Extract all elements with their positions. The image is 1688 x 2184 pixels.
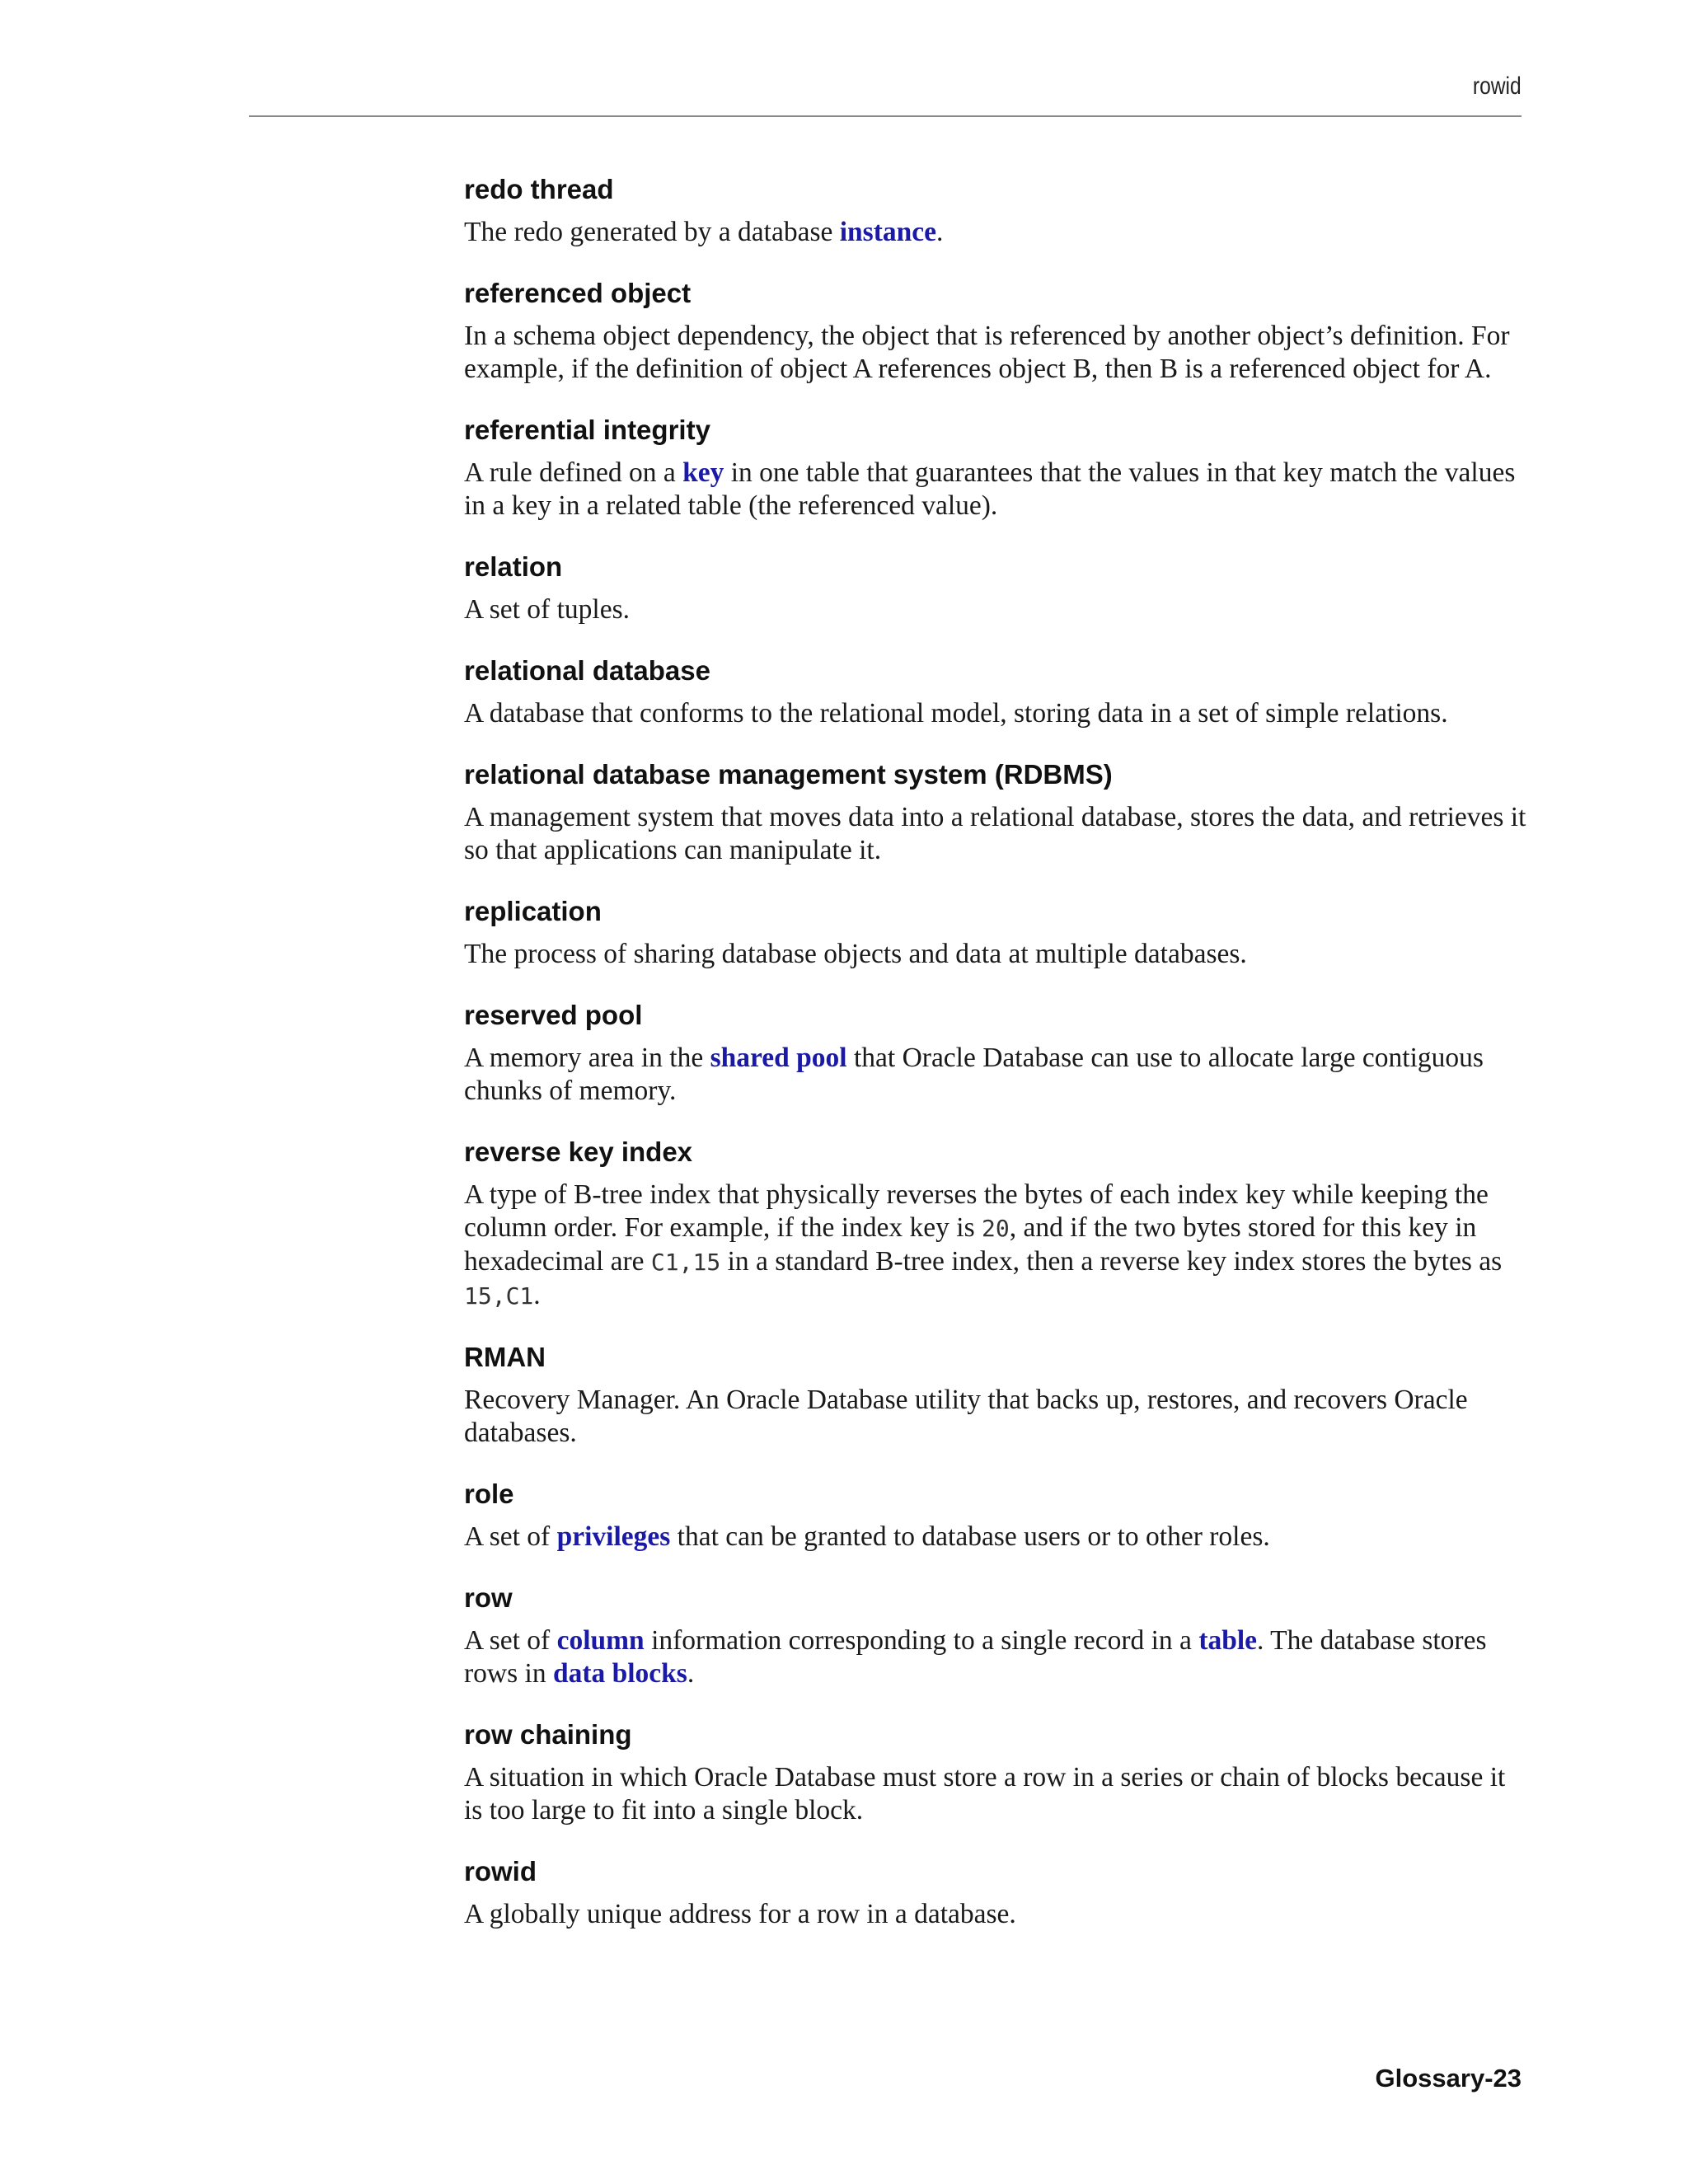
glossary-entries (464, 171, 1527, 1957)
link-data-blocks[interactable]: data blocks (552, 1658, 687, 1689)
glossary-term: referenced object (464, 278, 692, 308)
glossary-term: role (464, 1479, 514, 1509)
definition-text: A memory area in the (464, 1043, 710, 1073)
definition-text: . (533, 1280, 541, 1310)
glossary-definition (464, 1179, 1527, 1313)
glossary-term: reserved pool (464, 1000, 643, 1030)
definition-text: A set of tuples. (464, 594, 630, 625)
link-shared-pool[interactable]: shared pool (710, 1043, 847, 1073)
link-key[interactable]: key (682, 457, 724, 488)
definition-text: A rule defined on a (464, 457, 683, 488)
glossary-definition (464, 938, 1527, 971)
glossary-entry-rman (464, 1339, 1527, 1450)
glossary-definition (464, 320, 1527, 386)
glossary-term: relational database management system (RDBMS) (464, 759, 1113, 790)
definition-text: in one table that guarantees that the values in that key match the values in a key in a related table (the referenced value). (464, 457, 1516, 521)
glossary-term: rowid (464, 1856, 537, 1886)
definition-text: In a schema object dependency, the object that is referenced by another object’s definition. For example, if the definition of object A references object B, then B is a referenced object for A. (464, 321, 1510, 384)
definition-text: A type of B-tree index that physically reverses the bytes of each index key while keeping the column order. For example, if the index key is (464, 1179, 1489, 1243)
definition-text: The redo generated by a database (464, 217, 840, 247)
definition-text: A globally unique address for a row in a database. (464, 1899, 1016, 1929)
glossary-entry-row (464, 1580, 1527, 1690)
header-rule (249, 115, 1522, 117)
glossary-entry-rowid (464, 1854, 1527, 1931)
glossary-entry-reserved-pool (464, 997, 1527, 1108)
definition-text: A management system that moves data into a relational database, stores the data, and retrieves it so that applications can manipulate it. (464, 802, 1526, 865)
glossary-entry-reverse-key-index (464, 1134, 1527, 1313)
glossary-entry-referential-integrity (464, 412, 1527, 523)
definition-text: in a standard B-tree index, then a reverse key index stores the bytes as (720, 1246, 1503, 1277)
definition-text: . The database stores rows in (464, 1625, 1487, 1689)
glossary-term: redo thread (464, 174, 614, 204)
running-head: rowid (1473, 73, 1522, 100)
definition-text: A database that conforms to the relational model, storing data in a set of simple relations. (464, 698, 1448, 729)
glossary-definition (464, 697, 1527, 730)
glossary-definition (464, 457, 1527, 523)
definition-text: . (687, 1658, 695, 1689)
glossary-definition (464, 1761, 1527, 1827)
link-privileges[interactable]: privileges (556, 1521, 671, 1552)
link-column[interactable]: column (556, 1625, 645, 1656)
definition-text: , and if the two bytes stored for this key in hexadecimal are (464, 1212, 1477, 1277)
definition-text: The process of sharing database objects and data at multiple databases. (464, 939, 1247, 969)
link-instance[interactable]: instance (839, 217, 936, 247)
glossary-term: relational database (464, 655, 710, 686)
code-literal: 15,C1 (464, 1282, 534, 1310)
glossary-term: relation (464, 551, 563, 582)
glossary-definition (464, 801, 1527, 867)
glossary-definition (464, 1624, 1527, 1690)
glossary-definition (464, 1042, 1527, 1108)
glossary-term: row chaining (464, 1719, 632, 1750)
definition-text: A set of (464, 1625, 557, 1656)
glossary-term: row (464, 1582, 513, 1613)
glossary-definition (464, 1384, 1527, 1450)
definition-text: that can be granted to database users or to other roles. (670, 1521, 1270, 1552)
glossary-term: RMAN (464, 1342, 546, 1372)
definition-text: that Oracle Database can use to allocate large contiguous chunks of memory. (464, 1043, 1484, 1106)
link-table[interactable]: table (1198, 1625, 1258, 1656)
glossary-entry-referenced-object (464, 275, 1527, 386)
glossary-term: reverse key index (464, 1137, 693, 1167)
page-number: Glossary-23 (1375, 2064, 1522, 2093)
definition-text: A situation in which Oracle Database must store a row in a series or chain of blocks because it is too large to fit into a single block. (464, 1762, 1506, 1825)
definition-text: A set of (464, 1521, 557, 1552)
glossary-entry-redo-thread (464, 171, 1527, 249)
glossary-term: replication (464, 896, 602, 926)
glossary-term: referential integrity (464, 415, 710, 445)
glossary-entry-relational-database (464, 653, 1527, 730)
glossary-entry-replication (464, 893, 1527, 971)
code-literal: C1,15 (650, 1249, 721, 1276)
definition-text: information corresponding to a single record in a (644, 1625, 1199, 1656)
code-literal: 20 (981, 1215, 1010, 1242)
definition-text: . (935, 217, 944, 247)
glossary-entry-role (464, 1476, 1527, 1554)
glossary-entry-rdbms (464, 757, 1527, 867)
glossary-definition (464, 1898, 1527, 1931)
glossary-entry-row-chaining (464, 1717, 1527, 1827)
definition-text: Recovery Manager. An Oracle Database utility that backs up, restores, and recovers Oracle databases. (464, 1385, 1468, 1448)
glossary-definition (464, 1521, 1527, 1554)
glossary-definition (464, 593, 1527, 626)
glossary-entry-relation (464, 549, 1527, 626)
glossary-definition (464, 216, 1527, 249)
